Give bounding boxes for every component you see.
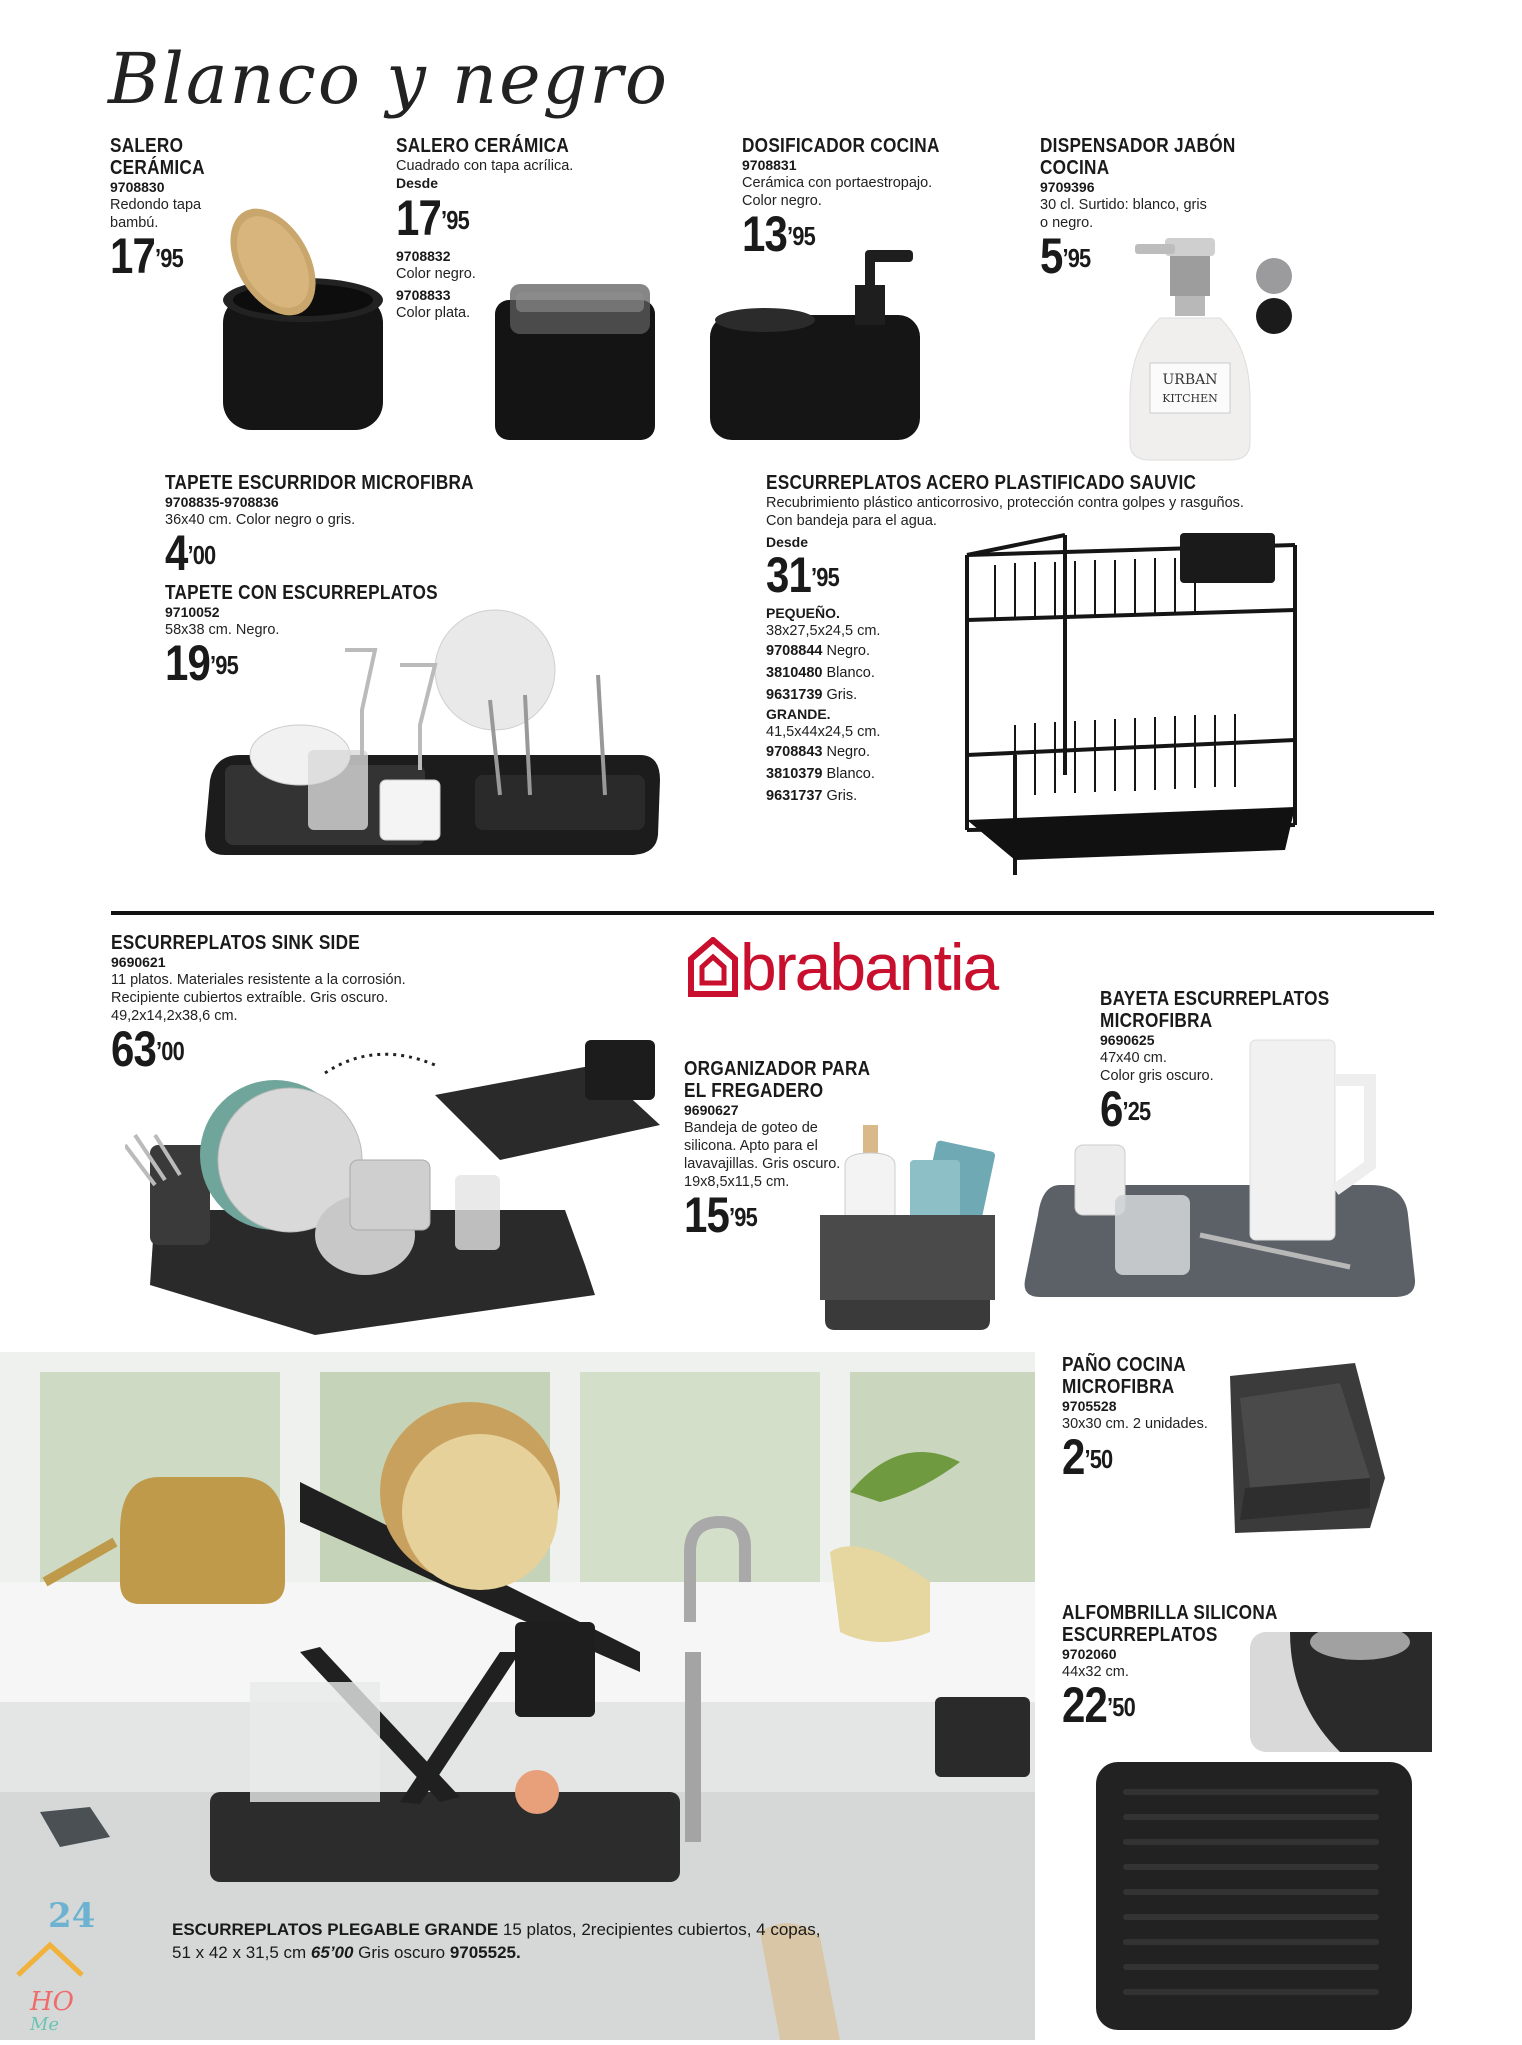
product-name: BAYETA ESCURREPLATOS	[1100, 988, 1330, 1010]
product-name: TAPETE CON ESCURREPLATOS	[165, 582, 438, 604]
swatch-black	[1256, 298, 1292, 334]
variant-line: 9708843 Negro.	[766, 744, 871, 760]
product-desc: 19x8,5x11,5 cm.	[684, 1174, 790, 1190]
product-desc: 58x38 cm. Negro.	[165, 622, 280, 638]
product-ref: 9690627	[684, 1102, 739, 1118]
product-ref: 9710052	[165, 604, 220, 620]
product-desc: Color gris oscuro.	[1100, 1068, 1214, 1084]
product-ref: 9705525.	[449, 1943, 521, 1962]
product-name: EL FREGADERO	[684, 1080, 824, 1102]
product-price: 65’00	[310, 1943, 354, 1962]
product-ref: 9709396	[1040, 179, 1095, 195]
product-desc: Bandeja de goteo de	[684, 1120, 818, 1136]
product-desc: Con bandeja para el agua.	[766, 513, 937, 529]
product-name: ESCURREPLATOS ACERO PLASTIFICADO SAUVIC	[766, 472, 1197, 494]
variant-desc-2: Color plata.	[396, 305, 471, 321]
sink-side-image	[125, 1035, 675, 1345]
product-ref: 9708835-9708836	[165, 494, 279, 510]
home-logo-icon	[10, 1930, 90, 2035]
svg-text:Me: Me	[30, 2014, 60, 2035]
product-name: PAÑO COCINA	[1062, 1354, 1186, 1376]
pano-image	[1220, 1358, 1390, 1538]
product-desc: silicona. Apto para el	[684, 1138, 818, 1154]
product-desc: 11 platos. Materiales resistente a la corrosión.	[111, 972, 406, 988]
product-ref: 9708830	[110, 179, 165, 195]
svg-text:HO: HO	[30, 1987, 74, 2017]
product-desc: Cuadrado con tapa acrílica.	[396, 158, 574, 174]
product-desc: o negro.	[1040, 215, 1094, 231]
size-large-dims: 41,5x44x24,5 cm.	[766, 724, 881, 740]
product-ref: 9690621	[111, 954, 166, 970]
product-price: $63^{’00}$	[111, 1021, 184, 1077]
product-price: $6^{’25}$	[1100, 1081, 1151, 1137]
tapete-escurreplatos-image	[200, 605, 660, 860]
variant-line: 9708844 Negro.	[766, 643, 871, 659]
product-desc: Recubrimiento plástico anticorrosivo, protección contra golpes y rasguños.	[766, 495, 1244, 511]
variant-line: 9631737 Gris.	[766, 788, 858, 804]
product-desc: lavavajillas. Gris oscuro.	[684, 1156, 841, 1172]
urban-label: URBAN	[1162, 372, 1218, 388]
product-desc: 30x30 cm. 2 unidades.	[1062, 1416, 1208, 1432]
product-price: $31^{’95}$	[766, 547, 839, 603]
product-desc: Recipiente cubiertos extraíble. Gris oscuro.	[111, 990, 389, 1006]
size-large-label: GRANDE.	[766, 706, 831, 722]
product-ref: 9690625	[1100, 1032, 1155, 1048]
product-name: SALERO CERÁMICA	[396, 135, 570, 157]
plegable-caption	[172, 1918, 832, 1964]
product-desc: Color negro.	[742, 193, 822, 209]
page-number: 24	[48, 1896, 96, 1936]
product-from: Desde	[396, 175, 439, 191]
product-name: MICROFIBRA	[1100, 1010, 1213, 1032]
product-pano	[1062, 1354, 1208, 1485]
swatch-gray	[1256, 258, 1292, 294]
product-price: $13^{’95}$	[742, 206, 815, 262]
product-salero-bambu	[110, 135, 220, 284]
product-price: $15^{’95}$	[684, 1187, 757, 1243]
variant-line: 3810379 Blanco.	[766, 766, 875, 782]
product-desc: 49,2x14,2x38,6 cm.	[111, 1008, 238, 1024]
product-from: Desde	[766, 534, 809, 550]
product-tapete	[165, 472, 524, 581]
product-name: DOSIFICADOR COCINA	[742, 135, 940, 157]
salero-cuadrado-image	[490, 270, 670, 445]
size-small-dims: 38x27,5x24,5 cm.	[766, 623, 881, 639]
bayeta-image	[1020, 1035, 1420, 1305]
product-desc: 47x40 cm.	[1100, 1050, 1167, 1066]
variant-desc-1: Color negro.	[396, 266, 476, 282]
product-name: DISPENSADOR JABÓN	[1040, 135, 1236, 157]
product-desc: 15 platos, 2recipientes cubiertos, 4 copas,	[498, 1920, 821, 1939]
product-desc: 30 cl. Surtido: blanco, gris	[1040, 197, 1207, 213]
product-desc: 36x40 cm. Color negro o gris.	[165, 512, 356, 528]
brabantia-house-icon	[688, 937, 738, 997]
product-desc: Gris oscuro	[353, 1943, 450, 1962]
product-name: ALFOMBRILLA SILICONA	[1062, 1602, 1278, 1624]
variant-ref-1: 9708832	[396, 248, 451, 264]
alfombrilla-image	[1096, 1762, 1412, 2032]
variant-line: 3810480 Blanco.	[766, 665, 875, 681]
product-desc: 51 x 42 x 31,5 cm	[172, 1943, 311, 1962]
product-price: $22^{’50}$	[1062, 1677, 1135, 1733]
product-ref: 9708831	[742, 157, 797, 173]
product-name: SALERO CERÁMICA	[110, 135, 205, 179]
product-name: COCINA	[1040, 157, 1110, 179]
product-name: ESCURREPLATOS SINK SIDE	[111, 932, 361, 954]
kitchen-label: KITCHEN	[1162, 392, 1218, 405]
product-ref: 9702060	[1062, 1646, 1117, 1662]
product-name: ORGANIZADOR PARA	[684, 1058, 871, 1080]
product-price: $5^{’95}$	[1040, 228, 1091, 284]
variant-ref-2: 9708833	[396, 287, 451, 303]
product-name: ESCURREPLATOS PLEGABLE GRANDE	[172, 1920, 499, 1939]
product-price: $17^{’95}$	[396, 190, 469, 246]
product-desc: Cerámica con portaestropajo.	[742, 175, 933, 191]
page-title: Blanco y negro	[108, 38, 669, 120]
sauvic-rack-image	[955, 525, 1305, 900]
dosificador-image	[705, 240, 925, 445]
product-price: $4^{’00}$	[165, 525, 216, 581]
product-price: $17^{’95}$	[110, 228, 183, 284]
variant-line: 9631739 Gris.	[766, 687, 858, 703]
size-small-label: PEQUEÑO.	[766, 605, 840, 621]
product-name: MICROFIBRA	[1062, 1376, 1175, 1398]
product-desc: 44x32 cm.	[1062, 1664, 1129, 1680]
dispensador-image	[1120, 238, 1270, 463]
section-divider	[111, 911, 1434, 915]
salero-bambu-image	[205, 200, 385, 440]
product-ref: 9705528	[1062, 1398, 1117, 1414]
product-price: $2^{’50}$	[1062, 1429, 1113, 1485]
product-desc: Redondo tapa bambú.	[110, 197, 202, 231]
product-price: $19^{’95}$	[165, 635, 238, 691]
product-name: TAPETE ESCURRIDOR MICROFIBRA	[165, 472, 474, 494]
product-name: ESCURREPLATOS	[1062, 1624, 1218, 1646]
alfombrilla-detail-image	[1250, 1632, 1432, 1752]
brand-name: brabantia	[740, 930, 998, 1004]
organizador-image	[815, 1115, 1005, 1340]
